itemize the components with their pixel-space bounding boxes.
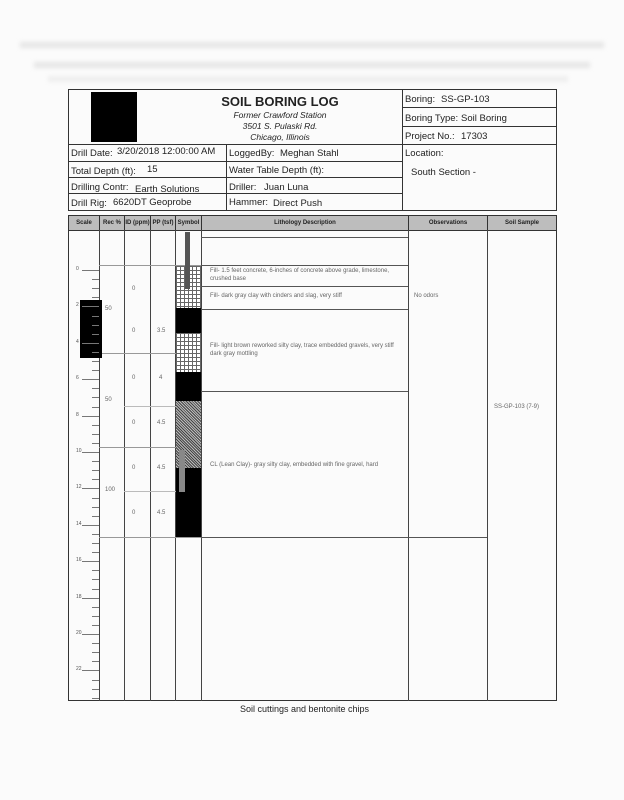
site-name: Former Crawford Station [233, 110, 327, 120]
project-label: Project No.: [405, 131, 455, 142]
scale-tick [92, 352, 99, 353]
id-value: 0 [132, 286, 136, 292]
drill-rig-label: Drill Rig: [71, 198, 107, 209]
scale-tick [92, 316, 99, 317]
pp-value: 4.5 [157, 510, 166, 516]
site-address: 3501 S. Pulaski Rd. [242, 121, 318, 131]
scale-label: 12 [76, 484, 82, 491]
rec-value: 50 [105, 397, 112, 403]
scale-tick [92, 570, 99, 571]
id-value: 0 [132, 510, 136, 516]
scale-tick [82, 525, 99, 526]
scale-label: 2 [76, 302, 79, 309]
logged-by-label: LoggedBy: [229, 148, 275, 159]
rec-value: 50 [105, 306, 112, 312]
fill-cinders-symbol [176, 308, 201, 333]
interval-line [201, 391, 408, 392]
hammer-value: Direct Push [273, 198, 323, 209]
driller-label: Driller: [229, 182, 257, 193]
total-depth-label: Total Depth (ft): [71, 166, 136, 177]
drill-date-label: Drill Date: [71, 148, 113, 159]
logged-by-value: Meghan Stahl [280, 148, 339, 159]
scale-tick [92, 589, 99, 590]
scale-label: 10 [76, 448, 82, 454]
scale-tick [82, 561, 99, 562]
col-header-rec: Rec % [99, 215, 125, 231]
redacted-logo [91, 92, 137, 142]
hammer-label: Hammer: [229, 197, 269, 208]
scale-tick [92, 470, 99, 471]
scale-tick [92, 543, 99, 544]
scale-tick [82, 488, 99, 489]
scale-tick [92, 361, 99, 362]
col-header-id: ID (ppm) [124, 215, 151, 231]
lithology-description: Fill- light brown reworked silty clay, trace embedded gravels, very stiff dark gray mottling [210, 343, 394, 357]
boring-label: Boring: [405, 94, 436, 105]
page-title: SOIL BORING LOG [221, 94, 339, 109]
pp-value: 4 [159, 375, 163, 381]
scale-tick [92, 507, 99, 508]
scale-tick [92, 616, 99, 617]
scale-tick [92, 443, 99, 444]
scale-tick [82, 306, 99, 307]
col-divider [487, 230, 488, 701]
project-value: 17303 [461, 131, 488, 142]
rec-value: 100 [105, 487, 116, 493]
scale-tick [92, 288, 99, 289]
observation-text: No odors [414, 293, 439, 299]
col-header-symbol: Symbol [175, 215, 202, 231]
scale-tick [92, 552, 99, 553]
fill-symbol [176, 333, 201, 372]
scale-tick [92, 388, 99, 389]
scale-tick [92, 516, 99, 517]
total-depth-value: 15 [147, 164, 158, 175]
symbol-column [176, 266, 201, 537]
footer-note: Soil cuttings and bentonite chips [239, 704, 370, 714]
interval-line [201, 265, 408, 266]
driller-value: Juan Luna [264, 182, 309, 193]
col-divider [124, 230, 125, 701]
scale-tick [92, 325, 99, 326]
scale-tick [92, 661, 99, 662]
scale-label: 16 [76, 557, 82, 564]
depth-scale [68, 230, 100, 701]
scale-tick [92, 279, 99, 280]
well-screen-line [179, 450, 185, 492]
drill-date-value: 3/20/2018 12:00:00 AM [117, 146, 216, 157]
well-casing-line [185, 232, 190, 289]
location-label: Location: [405, 148, 444, 159]
boring-type-label: Boring Type: [405, 113, 459, 124]
soil-sample-id: SS-GP-103 (7-9) [494, 404, 540, 410]
lithology-description: Fill- dark gray clay with cinders and slag, very stiff [210, 293, 342, 299]
interval-line [201, 309, 408, 310]
scale-tick [92, 498, 99, 499]
scale-tick [82, 379, 99, 380]
scale-tick [92, 425, 99, 426]
col-divider [201, 230, 202, 701]
col-header-pp: PP (tsf) [150, 215, 176, 231]
boring-value: SS-GP-103 [441, 94, 490, 105]
id-value: 0 [132, 420, 136, 426]
scale-label: 6 [76, 375, 79, 382]
scale-tick [82, 670, 99, 671]
scale-tick [82, 452, 99, 453]
lithology-description: CL (Lean Clay)- gray silty clay, embedded with fine gravel, hard [210, 462, 379, 468]
col-divider [150, 230, 151, 701]
scale-tick [92, 461, 99, 462]
id-value: 0 [132, 465, 136, 471]
scale-label: 8 [76, 411, 79, 418]
site-city: Chicago, Illinois [250, 132, 310, 142]
scale-tick [92, 297, 99, 298]
water-table-label: Water Table Depth (ft): [229, 165, 325, 176]
scale-label: 0 [76, 266, 79, 272]
interval-line [408, 537, 487, 538]
scale-tick [92, 479, 99, 480]
scale-tick [92, 334, 99, 335]
interval-line [201, 286, 408, 287]
scale-tick [82, 598, 99, 599]
scale-tick [82, 634, 99, 635]
pp-value: 4.5 [157, 420, 166, 426]
scale-tick [92, 625, 99, 626]
id-value: 0 [132, 328, 136, 334]
scale-label: 18 [76, 593, 82, 600]
scale-tick [92, 680, 99, 681]
scale-tick [82, 270, 99, 271]
scale-tick [92, 689, 99, 690]
sample-interval-line [99, 537, 201, 538]
interval-line [201, 237, 408, 238]
scale-label: 22 [76, 666, 82, 673]
location-value: South Section - [411, 167, 476, 178]
col-header-observations: Observations [408, 215, 488, 231]
pp-value: 4.5 [157, 465, 166, 471]
fill-cinders-symbol [176, 372, 201, 401]
scale-label: 4 [76, 338, 79, 345]
drill-rig-value: 6620DT Geoprobe [113, 197, 192, 208]
scale-tick [92, 407, 99, 408]
scale-tick [92, 397, 99, 398]
scale-tick [92, 534, 99, 535]
scale-tick [92, 434, 99, 435]
col-header-soil-sample: Soil Sample [487, 215, 557, 231]
scale-tick [92, 643, 99, 644]
col-divider [408, 230, 409, 701]
scale-tick [92, 698, 99, 699]
interval-line [201, 537, 408, 538]
lithology-description: Fill- 1.5 feet concrete, 6-inches of concrete above grade, limestone, crushed base [210, 268, 390, 282]
pp-value: 3.5 [157, 328, 166, 334]
scale-label: 14 [76, 520, 82, 527]
id-value: 0 [132, 375, 136, 381]
drilling-contr-label: Drilling Contr: [71, 182, 129, 193]
scale-tick [92, 370, 99, 371]
boring-type-value: Soil Boring [461, 113, 507, 124]
col-header-lithology: Lithology Description [201, 215, 409, 231]
scale-tick [92, 607, 99, 608]
scale-tick [82, 416, 99, 417]
col-header-scale: Scale [68, 215, 100, 231]
scale-tick [92, 579, 99, 580]
scale-tick [92, 652, 99, 653]
drilling-contr-value: Earth Solutions [135, 184, 200, 195]
scale-label: 20 [76, 630, 82, 636]
scale-tick [82, 343, 99, 344]
